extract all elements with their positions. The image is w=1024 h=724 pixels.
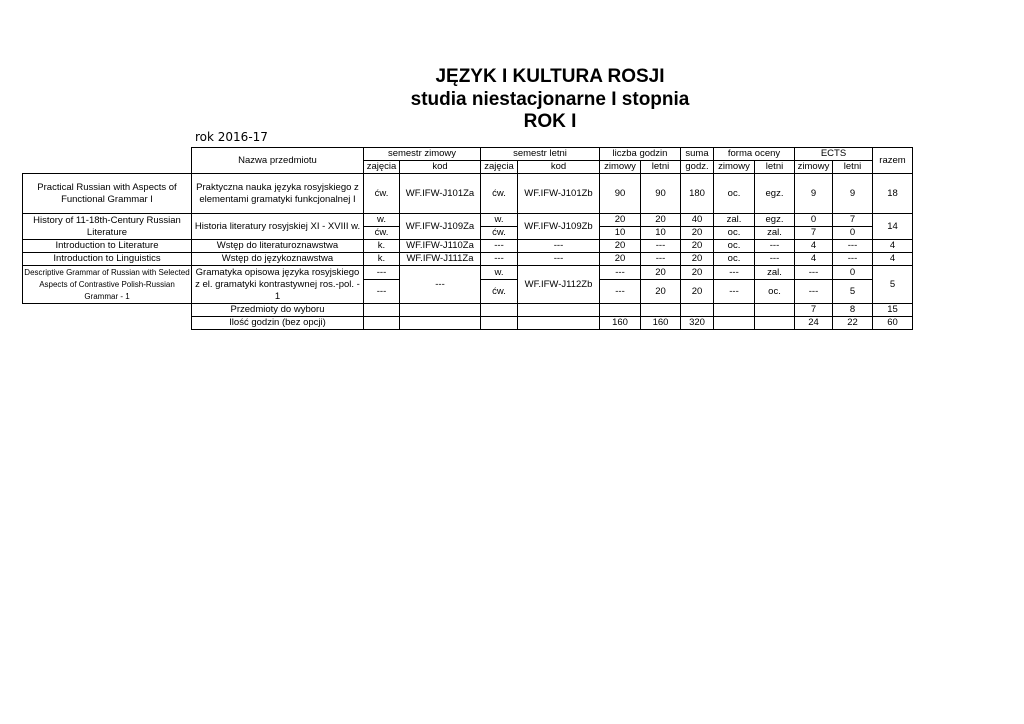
course-name-en: Introduction to Literature — [23, 240, 192, 253]
godziny-letni: 20 — [641, 280, 681, 304]
electives-label: Przedmioty do wyboru — [192, 304, 364, 317]
header-row-sub — [23, 161, 913, 174]
ects-letni: --- — [833, 253, 873, 266]
ects-razem: 5 — [873, 266, 913, 304]
zajecia-letni: --- — [481, 253, 518, 266]
ocena-letni: zal. — [755, 227, 795, 240]
ocena-zimowy: --- — [714, 266, 755, 280]
kod-zimowy: --- — [400, 266, 481, 304]
kod-letni: --- — [518, 240, 600, 253]
course-name-pl: Praktyczna nauka języka rosyjskiego z elementami gramatyki funkcjonalnej I — [192, 174, 364, 214]
zajecia-letni: w. — [481, 214, 518, 227]
ocena-zimowy: oc. — [714, 253, 755, 266]
header-kod-zimowy: kod — [400, 161, 481, 174]
header-row-top — [23, 148, 913, 161]
ects-razem: 4 — [873, 240, 913, 253]
suma-godzin: 180 — [681, 174, 714, 214]
course-name-en: Introduction to Linguistics — [23, 253, 192, 266]
suma-godzin: 20 — [681, 253, 714, 266]
ects-zimowy: 9 — [795, 174, 833, 214]
table-row — [23, 253, 913, 266]
header-ocena-zimowy: zimowy — [714, 161, 755, 174]
ects-razem: 60 — [873, 317, 913, 330]
document-year-heading: ROK I — [523, 111, 577, 132]
godziny-letni: 20 — [641, 266, 681, 280]
suma-godzin: 20 — [681, 266, 714, 280]
godziny-letni: 160 — [641, 317, 681, 330]
ects-razem: 4 — [873, 253, 913, 266]
ects-letni: 0 — [833, 227, 873, 240]
electives-row — [23, 304, 913, 317]
document-subtitle: studia niestacjonarne I stopnia — [410, 89, 690, 110]
header-semestr-zimowy: semestr zimowy — [364, 148, 481, 161]
suma-godzin: 20 — [681, 227, 714, 240]
godziny-zimowy: --- — [600, 266, 641, 280]
ects-letni: 7 — [833, 214, 873, 227]
ocena-zimowy: zal. — [714, 214, 755, 227]
zajecia-letni: w. — [481, 266, 518, 280]
zajecia-letni: --- — [481, 240, 518, 253]
course-name-en: Descriptive Grammar of Russian with Selected Aspects of Contrastive Polish-Russian Grammar - 1 — [23, 266, 192, 304]
course-name-pl: Gramatyka opisowa języka rosyjskiego z el. gramatyki kontrastywnej ros.-pol. - 1 — [192, 266, 364, 304]
ects-letni: 22 — [833, 317, 873, 330]
ocena-zimowy: oc. — [714, 227, 755, 240]
ects-letni: --- — [833, 240, 873, 253]
course-name-pl: Wstęp do literaturoznawstwa — [192, 240, 364, 253]
ects-letni: 5 — [833, 280, 873, 304]
table-row — [23, 266, 913, 280]
godziny-letni: 20 — [641, 214, 681, 227]
suma-godzin: 20 — [681, 280, 714, 304]
godziny-letni: --- — [641, 240, 681, 253]
ocena-letni: oc. — [755, 280, 795, 304]
ocena-letni: egz. — [755, 174, 795, 214]
table-row — [23, 214, 913, 227]
header-godziny-letni: letni — [641, 161, 681, 174]
ocena-zimowy: oc. — [714, 174, 755, 214]
godziny-zimowy: 160 — [600, 317, 641, 330]
curriculum-table — [22, 147, 913, 330]
header-zajecia-zimowy: zajęcia — [364, 161, 400, 174]
kod-letni: WF.IFW-J101Zb — [518, 174, 600, 214]
ects-zimowy: 4 — [795, 253, 833, 266]
header-ects: ECTS — [795, 148, 873, 161]
ects-zimowy: 7 — [795, 227, 833, 240]
ocena-zimowy: --- — [714, 280, 755, 304]
ects-zimowy: 0 — [795, 214, 833, 227]
kod-zimowy: WF.IFW-J111Za — [400, 253, 481, 266]
ocena-letni: --- — [755, 253, 795, 266]
ects-letni: 0 — [833, 266, 873, 280]
godziny-zimowy: 10 — [600, 227, 641, 240]
academic-year-label: rok 2016-17 — [195, 130, 268, 144]
zajecia-zimowy: --- — [364, 266, 400, 280]
godziny-zimowy: --- — [600, 280, 641, 304]
header-godziny-zimowy: zimowy — [600, 161, 641, 174]
zajecia-zimowy: --- — [364, 280, 400, 304]
header-liczba-godzin: liczba godzin — [600, 148, 681, 161]
totals-label: Ilość godzin (bez opcji) — [192, 317, 364, 330]
course-name-pl: Historia literatury rosyjskiej XI - XVIII w. — [192, 214, 364, 240]
godziny-zimowy: 20 — [600, 253, 641, 266]
ects-razem: 15 — [873, 304, 913, 317]
kod-letni: WF.IFW-J109Zb — [518, 214, 600, 240]
course-name-pl: Wstęp do językoznawstwa — [192, 253, 364, 266]
ects-razem: 14 — [873, 214, 913, 240]
zajecia-zimowy: w. — [364, 214, 400, 227]
suma-godzin: 40 — [681, 214, 714, 227]
header-zajecia-letni: zajęcia — [481, 161, 518, 174]
header-godz: godz. — [681, 161, 714, 174]
header-kod-letni: kod — [518, 161, 600, 174]
header-razem: razem — [873, 148, 913, 174]
ocena-letni: zal. — [755, 266, 795, 280]
header-forma-oceny: forma oceny — [714, 148, 795, 161]
godziny-letni: 10 — [641, 227, 681, 240]
header-ects-zimowy: zimowy — [795, 161, 833, 174]
kod-zimowy: WF.IFW-J110Za — [400, 240, 481, 253]
godziny-letni: 90 — [641, 174, 681, 214]
header-suma: suma — [681, 148, 714, 161]
ects-zimowy: --- — [795, 266, 833, 280]
header-nazwa: Nazwa przedmiotu — [192, 148, 364, 174]
kod-letni: WF.IFW-J112Zb — [518, 266, 600, 304]
zajecia-zimowy: k. — [364, 240, 400, 253]
kod-letni: --- — [518, 253, 600, 266]
suma-godzin: 320 — [681, 317, 714, 330]
suma-godzin: 20 — [681, 240, 714, 253]
kod-zimowy: WF.IFW-J109Za — [400, 214, 481, 240]
course-name-en: Practical Russian with Aspects of Functional Grammar I — [23, 174, 192, 214]
kod-zimowy: WF.IFW-J101Za — [400, 174, 481, 214]
ects-zimowy: --- — [795, 280, 833, 304]
course-name-en: History of 11-18th-Century Russian Literature — [23, 214, 192, 240]
godziny-zimowy: 20 — [600, 240, 641, 253]
godziny-zimowy: 20 — [600, 214, 641, 227]
ects-zimowy: 4 — [795, 240, 833, 253]
zajecia-zimowy: k. — [364, 253, 400, 266]
ocena-letni: egz. — [755, 214, 795, 227]
ects-letni: 8 — [833, 304, 873, 317]
zajecia-letni: ćw. — [481, 174, 518, 214]
ocena-letni: --- — [755, 240, 795, 253]
document-title: JĘZYK I KULTURA ROSJI — [435, 66, 665, 87]
header-semestr-letni: semestr letni — [481, 148, 600, 161]
ects-zimowy: 24 — [795, 317, 833, 330]
totals-row — [23, 317, 913, 330]
table-row — [23, 240, 913, 253]
ocena-zimowy: oc. — [714, 240, 755, 253]
ects-zimowy: 7 — [795, 304, 833, 317]
godziny-zimowy: 90 — [600, 174, 641, 214]
ects-letni: 9 — [833, 174, 873, 214]
zajecia-letni: ćw. — [481, 227, 518, 240]
ects-razem: 18 — [873, 174, 913, 214]
godziny-letni: --- — [641, 253, 681, 266]
header-ocena-letni: letni — [755, 161, 795, 174]
zajecia-zimowy: ćw. — [364, 174, 400, 214]
zajecia-letni: ćw. — [481, 280, 518, 304]
header-ects-letni: letni — [833, 161, 873, 174]
zajecia-zimowy: ćw. — [364, 227, 400, 240]
table-row — [23, 174, 913, 214]
